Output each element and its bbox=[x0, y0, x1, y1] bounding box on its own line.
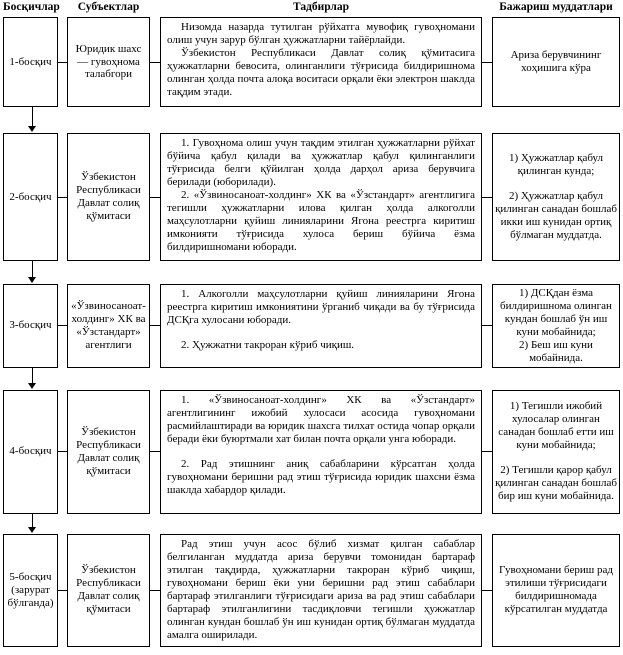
stage-label: 4-босқич bbox=[9, 445, 52, 458]
subject-cell bbox=[67, 390, 150, 514]
deadline-paragraph: Гувоҳномани бериш рад этилиши тўғрисидаги билдиришномада кўрсатилган муддатда bbox=[499, 564, 613, 616]
stage-row-3 bbox=[3, 284, 623, 368]
activity-paragraph: Низомда назарда тутилган рўйхатга мувофиқ гувоҳномани олиш учун зарур бўлган ҳужжатларни тайёрлайди. bbox=[167, 21, 475, 46]
flow-arrow bbox=[3, 107, 623, 133]
subject-cell bbox=[67, 534, 150, 647]
flow-arrow bbox=[3, 261, 623, 284]
arrow-stem bbox=[32, 261, 33, 277]
stage-label: 2-босқич bbox=[9, 190, 52, 203]
stage-cell bbox=[3, 534, 58, 647]
subject-label: «Ўзвиносаноат-холдинг» ХК ва «Ўзстандарт» агентлиги bbox=[71, 299, 146, 351]
deadlines-cell bbox=[492, 17, 620, 107]
deadlines-cell bbox=[492, 284, 620, 368]
subject-cell bbox=[67, 133, 150, 261]
header-gap bbox=[482, 1, 492, 15]
stage-cell bbox=[3, 17, 58, 107]
down-arrow-icon bbox=[28, 527, 36, 533]
flow-arrow bbox=[3, 368, 623, 390]
row-connector-line bbox=[482, 590, 492, 591]
row-connector-line bbox=[58, 451, 67, 452]
activity-paragraph: 2. Рад этишнинг аниқ сабабларини кўрсатган ҳолда гувоҳномани беришни рад этиш тўғрисида юридик шахсни ёзма шаклда хабардор қилади. bbox=[167, 457, 475, 496]
row-connector-line bbox=[482, 62, 492, 63]
activity-paragraph: 1. Алкоголли маҳсулотларни қуйиш линияларини Ягона реестрга киритиш имкониятини ўрганиб чиқади ва бу тўғрисида ДСҚга хулосани юборади. bbox=[167, 288, 475, 326]
activity-paragraph: 2. «Ўзвиносаноат-холдинг» ХК ва «Ўзстандарт» агентлигига тегишли ҳужжатларни илова қилган ҳолда алкоголли маҳсулотларни қуйиш линияларини Ягона реестрга киритиш имконияти тўғрисида хулоса бериш бўйича ёзма билдиришномани юборади. bbox=[167, 188, 475, 253]
stage-label: 3-босқич bbox=[9, 319, 52, 332]
subject-label: Ўзбекистон Республикаси Давлат солиқ қўмитаси bbox=[76, 564, 141, 616]
subject-label: Ўзбекистон Республикаси Давлат солиқ қўмитаси bbox=[76, 425, 141, 477]
header-gap bbox=[150, 1, 160, 15]
row-connector-line bbox=[58, 62, 67, 63]
activity-paragraph: 1. «Ўзвиносаноат-холдинг» ХК ва «Ўзстандарт» агентлигининг ижобий хулосаси асосида гувоҳномани расмийлаштиради ва юридик шахсга тилхат остида чопар орқали беради ёки буюртмали хат билан почта орқали унга юборади. bbox=[167, 393, 475, 445]
row-connector-line bbox=[150, 451, 160, 452]
deadline-paragraph: 2) Тегишли қарор қабул қилинган санадан бошлаб бир иш куни мобайнида. bbox=[495, 464, 617, 503]
activities-cell bbox=[160, 390, 482, 514]
row-connector-line bbox=[482, 325, 492, 326]
arrow-stem bbox=[32, 368, 33, 383]
stage-label: 1-босқич bbox=[9, 55, 52, 68]
row-connector-line bbox=[150, 325, 160, 326]
activities-cell bbox=[160, 17, 482, 107]
down-arrow-icon bbox=[28, 126, 36, 132]
subject-cell bbox=[67, 17, 150, 107]
deadline-paragraph: Ариза берувчининг хоҳишига кўра bbox=[510, 49, 602, 74]
column-header-activities: Тадбирлар bbox=[292, 1, 350, 13]
stage-cell bbox=[3, 390, 58, 514]
activities-cell bbox=[160, 284, 482, 368]
subject-cell bbox=[67, 284, 150, 368]
column-header-subjects: Субъектлар bbox=[77, 1, 140, 13]
stage-label: 5-босқич (зарурат бўлганда) bbox=[7, 570, 54, 609]
activities-cell bbox=[160, 534, 482, 647]
row-connector-line bbox=[58, 325, 67, 326]
stage-row-5 bbox=[3, 534, 623, 647]
column-header-stages: Босқичлар bbox=[3, 1, 60, 13]
deadlines-cell bbox=[492, 133, 620, 261]
table-header bbox=[3, 1, 623, 17]
activity-paragraph: 2. Ҳужжатни такроран кўриб чиқиш. bbox=[181, 338, 355, 351]
activity-paragraph: Ўзбекистон Республикаси Давлат солиқ қўмитасига ҳужжатларни бевосита, олинганлиги тўғрисида билдиришнома олинган ҳолда почта алоқа воситаси орқали ёки электрон шаклда тақдим этади. bbox=[167, 46, 475, 98]
subject-label: Ўзбекистон Республикаси Давлат солиқ қўмитаси bbox=[76, 171, 141, 222]
row-connector-line bbox=[482, 197, 492, 198]
row-connector-line bbox=[150, 62, 160, 63]
deadline-paragraph: 1) Ҳужжатлар қабул қилинган кунда; bbox=[508, 152, 604, 178]
activities-cell bbox=[160, 133, 482, 261]
deadline-paragraph: 1) ДСҚдан ёзма билдиришнома олинган кундан бошлаб ўн иш куни мобайнида; bbox=[500, 287, 612, 338]
arrow-stem bbox=[32, 514, 33, 527]
header-gap bbox=[58, 1, 67, 15]
row-connector-line bbox=[150, 590, 160, 591]
down-arrow-icon bbox=[28, 383, 36, 389]
activity-paragraph: Рад этиш учун асос бўлиб хизмат қилган сабаблар белгиланган муддатда ариза берувчи томонидан бартараф этилган тақдирда, ҳужжатларни такроран кўриб чиқиш, гувоҳномани бериш ёки уни беришни рад этиш сабаблари бартараф этилганлиги тўғрисидаги ариза ва рад этиш сабаблари бартараф этилганлигини тасдиқловчи тегишли ҳужжатлар олинган кундан бошлаб ўн иш кунидан ортиқ бўлмаган муддатда амалга оширилади. bbox=[167, 537, 475, 641]
down-arrow-icon bbox=[28, 277, 36, 283]
row-connector-line bbox=[58, 197, 67, 198]
row-connector-line bbox=[150, 197, 160, 198]
activity-paragraph: 1. Гувоҳнома олиш учун тақдим этилган ҳужжатларни рўйхат бўйича қабул қилади ва ҳужжатлар қабул қилинганлиги тўғрисида белги қўйилган ҳолда дарҳол ариза берувчига берилади (юборилади). bbox=[167, 137, 475, 188]
subject-label: Юридик шахс — гувоҳнома талабгори bbox=[75, 42, 142, 81]
arrow-stem bbox=[32, 107, 33, 126]
stage-cell bbox=[3, 284, 58, 368]
stage-cell bbox=[3, 133, 58, 261]
column-header-deadlines: Бажариш муддатлари bbox=[499, 1, 613, 13]
deadline-paragraph: 2) Беш иш куни мобайнида. bbox=[519, 338, 593, 364]
deadline-paragraph: 2) Ҳужжатлар қабул қилинган санадан бошлаб икки иш кунидан ортиқ бўлмаган муддатда. bbox=[495, 190, 617, 241]
row-connector-line bbox=[58, 590, 67, 591]
deadline-paragraph: 1) Тегишли ижобий хулосалар олинган санадан бошлаб етти иш куни мобайнида; bbox=[498, 400, 614, 452]
stage-row-2 bbox=[3, 133, 623, 261]
stage-row-4 bbox=[3, 390, 623, 514]
deadlines-cell bbox=[492, 390, 620, 514]
stage-row-1 bbox=[3, 17, 623, 107]
row-connector-line bbox=[482, 451, 492, 452]
deadlines-cell bbox=[492, 534, 620, 647]
flow-arrow bbox=[3, 514, 623, 534]
